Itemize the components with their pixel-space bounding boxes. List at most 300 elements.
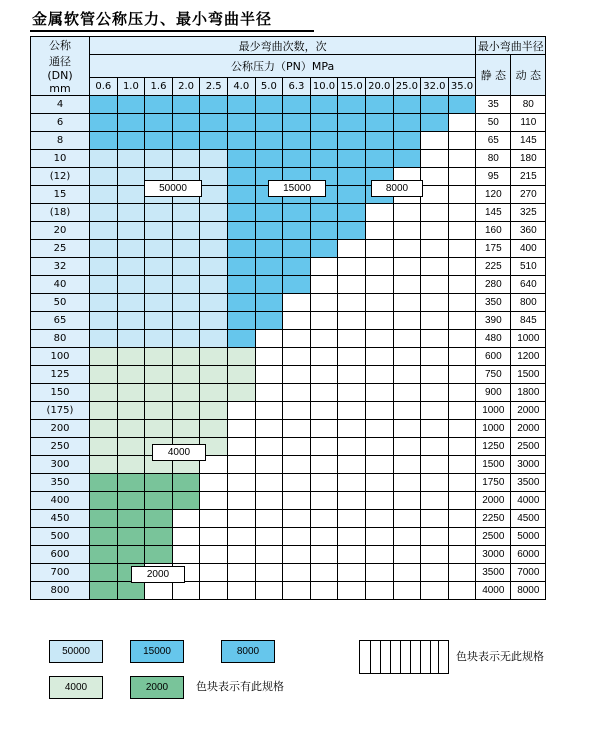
spec-cell xyxy=(172,384,200,402)
spec-cell xyxy=(200,420,228,438)
spec-cell xyxy=(145,114,173,132)
spec-cell xyxy=(310,456,338,474)
spec-cell xyxy=(172,348,200,366)
spec-cell xyxy=(90,402,118,420)
spec-cell xyxy=(310,546,338,564)
radius-static-value: 2500 xyxy=(476,528,511,546)
spec-cell xyxy=(448,240,476,258)
spec-cell xyxy=(310,420,338,438)
spec-cell xyxy=(90,510,118,528)
spec-cell xyxy=(227,348,255,366)
spec-cell xyxy=(310,240,338,258)
spec-cell xyxy=(338,204,366,222)
spec-cell xyxy=(200,114,228,132)
spec-cell xyxy=(365,492,393,510)
spec-cell xyxy=(421,114,449,132)
table-body xyxy=(31,96,546,600)
dn-value: 400 xyxy=(31,492,90,510)
spec-cell xyxy=(227,132,255,150)
spec-cell xyxy=(145,348,173,366)
spec-cell xyxy=(90,168,118,186)
radius-dynamic-value: 3500 xyxy=(511,474,546,492)
spec-cell xyxy=(255,276,283,294)
spec-cell xyxy=(365,240,393,258)
spec-cell xyxy=(90,114,118,132)
spec-cell xyxy=(90,384,118,402)
spec-cell xyxy=(200,582,228,600)
radius-static-value: 95 xyxy=(476,168,511,186)
spec-cell xyxy=(283,456,311,474)
spec-cell xyxy=(200,150,228,168)
table-row xyxy=(31,348,546,366)
radius-static-value: 50 xyxy=(476,114,511,132)
pressure-header: 公称压力（PN）MPa xyxy=(90,55,476,78)
radius-static-header: 静 态 xyxy=(476,55,511,96)
has-spec-label: 色块表示有此规格 xyxy=(196,680,284,693)
spec-cell xyxy=(283,150,311,168)
spec-cell xyxy=(421,438,449,456)
spec-cell xyxy=(421,420,449,438)
spec-cell xyxy=(310,258,338,276)
spec-cell xyxy=(448,402,476,420)
pressure-col-header: 32.0 xyxy=(421,78,449,96)
spec-cell xyxy=(200,546,228,564)
spec-cell xyxy=(310,330,338,348)
spec-cell xyxy=(365,384,393,402)
pressure-col-header: 5.0 xyxy=(255,78,283,96)
spec-cell xyxy=(283,294,311,312)
spec-cell xyxy=(448,330,476,348)
radius-dynamic-value: 4500 xyxy=(511,510,546,528)
spec-cell xyxy=(117,150,145,168)
spec-cell xyxy=(365,312,393,330)
spec-cell xyxy=(365,510,393,528)
spec-cell xyxy=(227,402,255,420)
dn-value: 600 xyxy=(31,546,90,564)
spec-cell xyxy=(227,564,255,582)
spec-cell xyxy=(145,402,173,420)
spec-cell xyxy=(90,528,118,546)
dn-value: 15 xyxy=(31,186,90,204)
spec-cell xyxy=(227,474,255,492)
spec-cell xyxy=(90,420,118,438)
dn-value: 20 xyxy=(31,222,90,240)
spec-cell xyxy=(227,456,255,474)
spec-cell xyxy=(365,366,393,384)
spec-cell xyxy=(421,96,449,114)
spec-cell xyxy=(338,456,366,474)
table-row xyxy=(31,510,546,528)
spec-cell xyxy=(421,258,449,276)
spec-cell xyxy=(310,582,338,600)
spec-cell xyxy=(200,366,228,384)
spec-cell xyxy=(421,402,449,420)
spec-cell xyxy=(421,330,449,348)
spec-cell xyxy=(310,96,338,114)
spec-cell xyxy=(283,258,311,276)
spec-cell xyxy=(338,474,366,492)
spec-cell xyxy=(227,546,255,564)
spec-cell xyxy=(283,204,311,222)
spec-cell xyxy=(393,582,421,600)
spec-cell xyxy=(227,276,255,294)
spec-cell xyxy=(255,348,283,366)
spec-cell xyxy=(255,258,283,276)
spec-cell xyxy=(421,492,449,510)
dn-value: (12) xyxy=(31,168,90,186)
radius-dynamic-value: 215 xyxy=(511,168,546,186)
radius-static-value: 2000 xyxy=(476,492,511,510)
spec-cell xyxy=(448,186,476,204)
spec-cell xyxy=(145,150,173,168)
table-row xyxy=(31,384,546,402)
spec-cell xyxy=(172,150,200,168)
spec-cell xyxy=(145,294,173,312)
radius-static-value: 1000 xyxy=(476,420,511,438)
spec-cell xyxy=(255,528,283,546)
spec-cell xyxy=(338,132,366,150)
spec-cell xyxy=(145,492,173,510)
dn-value: 800 xyxy=(31,582,90,600)
radius-dynamic-value: 845 xyxy=(511,312,546,330)
spec-cell xyxy=(255,150,283,168)
spec-cell xyxy=(421,312,449,330)
spec-cell xyxy=(90,186,118,204)
spec-cell xyxy=(117,528,145,546)
spec-cell xyxy=(117,114,145,132)
spec-cell xyxy=(117,294,145,312)
radius-static-value: 145 xyxy=(476,204,511,222)
spec-cell xyxy=(200,294,228,312)
callout-box: 15000 xyxy=(268,180,326,197)
radius-dynamic-value: 2000 xyxy=(511,402,546,420)
spec-cell xyxy=(145,204,173,222)
spec-cell xyxy=(200,384,228,402)
spec-cell xyxy=(227,258,255,276)
radius-dynamic-value: 2500 xyxy=(511,438,546,456)
radius-dynamic-value: 360 xyxy=(511,222,546,240)
spec-cell xyxy=(172,294,200,312)
table-row xyxy=(31,294,546,312)
spec-cell xyxy=(283,222,311,240)
spec-cell xyxy=(255,312,283,330)
spec-cell xyxy=(393,150,421,168)
spec-cell xyxy=(338,384,366,402)
pressure-col-header: 15.0 xyxy=(338,78,366,96)
dn-value: 350 xyxy=(31,474,90,492)
spec-cell xyxy=(172,312,200,330)
dn-value: 8 xyxy=(31,132,90,150)
radius-static-value: 4000 xyxy=(476,582,511,600)
spec-cell xyxy=(172,492,200,510)
spec-cell xyxy=(448,474,476,492)
spec-cell xyxy=(448,510,476,528)
spec-cell xyxy=(393,348,421,366)
spec-cell xyxy=(227,492,255,510)
spec-cell xyxy=(393,276,421,294)
spec-cell xyxy=(393,330,421,348)
spec-cell xyxy=(117,456,145,474)
spec-cell xyxy=(255,456,283,474)
spec-cell xyxy=(200,510,228,528)
spec-cell xyxy=(283,492,311,510)
spec-cell xyxy=(393,240,421,258)
pressure-col-header: 6.3 xyxy=(283,78,311,96)
radius-static-value: 1750 xyxy=(476,474,511,492)
spec-cell xyxy=(200,204,228,222)
spec-cell xyxy=(365,132,393,150)
spec-cell xyxy=(421,132,449,150)
spec-cell xyxy=(365,96,393,114)
spec-cell xyxy=(338,96,366,114)
callout-box: 4000 xyxy=(152,444,206,461)
spec-cell xyxy=(393,294,421,312)
spec-cell xyxy=(90,258,118,276)
spec-cell xyxy=(200,312,228,330)
spec-cell xyxy=(421,510,449,528)
spec-cell xyxy=(117,312,145,330)
bend-radius-header: 最小弯曲半径 xyxy=(476,37,546,55)
table-row xyxy=(31,312,546,330)
radius-static-value: 350 xyxy=(476,294,511,312)
spec-cell xyxy=(421,240,449,258)
spec-cell xyxy=(172,330,200,348)
spec-cell xyxy=(448,546,476,564)
spec-cell xyxy=(338,582,366,600)
radius-static-value: 35 xyxy=(476,96,511,114)
spec-cell xyxy=(448,96,476,114)
table-row xyxy=(31,492,546,510)
spec-cell xyxy=(172,546,200,564)
spec-cell xyxy=(145,312,173,330)
spec-cell xyxy=(172,240,200,258)
spec-cell xyxy=(310,114,338,132)
spec-cell xyxy=(365,438,393,456)
spec-cell xyxy=(172,510,200,528)
spec-cell xyxy=(227,510,255,528)
spec-cell xyxy=(145,366,173,384)
spec-cell xyxy=(90,492,118,510)
spec-cell xyxy=(90,204,118,222)
spec-cell xyxy=(117,258,145,276)
spec-cell xyxy=(283,528,311,546)
spec-cell xyxy=(227,222,255,240)
spec-cell xyxy=(310,528,338,546)
radius-static-value: 175 xyxy=(476,240,511,258)
dn-value: 700 xyxy=(31,564,90,582)
spec-cell xyxy=(255,330,283,348)
spec-cell xyxy=(338,420,366,438)
title-underline xyxy=(30,30,314,32)
spec-cell xyxy=(90,96,118,114)
spec-cell xyxy=(117,366,145,384)
spec-cell xyxy=(227,420,255,438)
radius-static-value: 160 xyxy=(476,222,511,240)
table-row xyxy=(31,258,546,276)
radius-dynamic-header: 动 态 xyxy=(511,55,546,96)
spec-cell xyxy=(393,222,421,240)
spec-cell xyxy=(90,150,118,168)
spec-cell xyxy=(448,492,476,510)
pressure-col-header: 10.0 xyxy=(310,78,338,96)
no-spec-label: 色块表示无此规格 xyxy=(456,650,544,663)
spec-cell xyxy=(117,492,145,510)
dn-value: 6 xyxy=(31,114,90,132)
spec-cell xyxy=(421,204,449,222)
spec-cell xyxy=(227,528,255,546)
table-row xyxy=(31,582,546,600)
table-row xyxy=(31,114,546,132)
table-row xyxy=(31,132,546,150)
spec-cell xyxy=(310,294,338,312)
dn-value: 40 xyxy=(31,276,90,294)
spec-cell xyxy=(338,276,366,294)
spec-cell xyxy=(255,240,283,258)
spec-cell xyxy=(145,222,173,240)
spec-cell xyxy=(448,582,476,600)
radius-dynamic-value: 7000 xyxy=(511,564,546,582)
spec-cell xyxy=(421,186,449,204)
spec-cell xyxy=(365,258,393,276)
spec-cell xyxy=(172,222,200,240)
radius-dynamic-value: 2000 xyxy=(511,420,546,438)
spec-cell xyxy=(255,96,283,114)
spec-cell xyxy=(393,510,421,528)
spec-cell xyxy=(365,546,393,564)
spec-cell xyxy=(393,528,421,546)
spec-cell xyxy=(448,276,476,294)
spec-cell xyxy=(338,330,366,348)
spec-cell xyxy=(365,222,393,240)
spec-cell xyxy=(365,114,393,132)
spec-cell xyxy=(310,204,338,222)
spec-cell xyxy=(200,564,228,582)
spec-cell xyxy=(448,114,476,132)
callout-box: 2000 xyxy=(131,566,185,583)
spec-cell xyxy=(172,402,200,420)
radius-dynamic-value: 510 xyxy=(511,258,546,276)
spec-cell xyxy=(421,582,449,600)
spec-cell xyxy=(117,474,145,492)
spec-cell xyxy=(117,240,145,258)
spec-cell xyxy=(90,546,118,564)
spec-cell xyxy=(283,474,311,492)
spec-cell xyxy=(310,402,338,420)
spec-cell xyxy=(172,132,200,150)
table-row xyxy=(31,330,546,348)
spec-cell xyxy=(117,276,145,294)
radius-dynamic-value: 80 xyxy=(511,96,546,114)
spec-cell xyxy=(227,366,255,384)
spec-cell xyxy=(255,564,283,582)
spec-cell xyxy=(90,276,118,294)
spec-cell xyxy=(145,240,173,258)
spec-cell xyxy=(200,474,228,492)
spec-cell xyxy=(200,402,228,420)
spec-cell xyxy=(172,258,200,276)
spec-cell xyxy=(393,384,421,402)
spec-cell xyxy=(365,582,393,600)
spec-cell xyxy=(200,240,228,258)
spec-cell xyxy=(117,546,145,564)
dn-value: (175) xyxy=(31,402,90,420)
radius-dynamic-value: 3000 xyxy=(511,456,546,474)
pressure-col-header: 20.0 xyxy=(365,78,393,96)
spec-cell xyxy=(255,222,283,240)
radius-static-value: 900 xyxy=(476,384,511,402)
spec-cell xyxy=(227,582,255,600)
spec-cell xyxy=(227,330,255,348)
spec-cell xyxy=(227,150,255,168)
spec-cell xyxy=(338,348,366,366)
dn-value: 50 xyxy=(31,294,90,312)
spec-cell xyxy=(90,366,118,384)
dn-value: 125 xyxy=(31,366,90,384)
dn-value: 250 xyxy=(31,438,90,456)
radius-static-value: 1250 xyxy=(476,438,511,456)
spec-cell xyxy=(90,222,118,240)
spec-cell xyxy=(90,438,118,456)
spec-cell xyxy=(117,420,145,438)
spec-cell xyxy=(255,510,283,528)
spec-cell xyxy=(338,312,366,330)
spec-cell xyxy=(227,186,255,204)
table-row xyxy=(31,402,546,420)
spec-cell xyxy=(283,402,311,420)
spec-cell xyxy=(365,528,393,546)
radius-dynamic-value: 145 xyxy=(511,132,546,150)
spec-cell xyxy=(448,204,476,222)
dn-value: 150 xyxy=(31,384,90,402)
pressure-col-header: 4.0 xyxy=(227,78,255,96)
spec-cell xyxy=(172,204,200,222)
legend xyxy=(0,636,600,716)
radius-dynamic-value: 6000 xyxy=(511,546,546,564)
spec-cell xyxy=(90,294,118,312)
spec-cell xyxy=(448,294,476,312)
spec-cell xyxy=(283,420,311,438)
spec-cell xyxy=(393,258,421,276)
spec-cell xyxy=(283,348,311,366)
spec-cell xyxy=(393,204,421,222)
table-row xyxy=(31,276,546,294)
spec-cell xyxy=(145,330,173,348)
radius-static-value: 600 xyxy=(476,348,511,366)
spec-cell xyxy=(365,456,393,474)
spec-cell xyxy=(117,582,145,600)
spec-cell xyxy=(172,96,200,114)
dn-value: 10 xyxy=(31,150,90,168)
radius-dynamic-value: 180 xyxy=(511,150,546,168)
table-row xyxy=(31,546,546,564)
spec-cell xyxy=(227,114,255,132)
spec-cell xyxy=(365,294,393,312)
spec-cell xyxy=(200,492,228,510)
radius-static-value: 1500 xyxy=(476,456,511,474)
dn-value: (18) xyxy=(31,204,90,222)
spec-cell xyxy=(448,528,476,546)
spec-cell xyxy=(338,186,366,204)
spec-cell xyxy=(283,240,311,258)
radius-static-value: 750 xyxy=(476,366,511,384)
radius-dynamic-value: 800 xyxy=(511,294,546,312)
spec-cell xyxy=(90,132,118,150)
spec-cell xyxy=(338,222,366,240)
table-row xyxy=(31,420,546,438)
spec-cell xyxy=(200,348,228,366)
radius-dynamic-value: 1800 xyxy=(511,384,546,402)
radius-static-value: 1000 xyxy=(476,402,511,420)
